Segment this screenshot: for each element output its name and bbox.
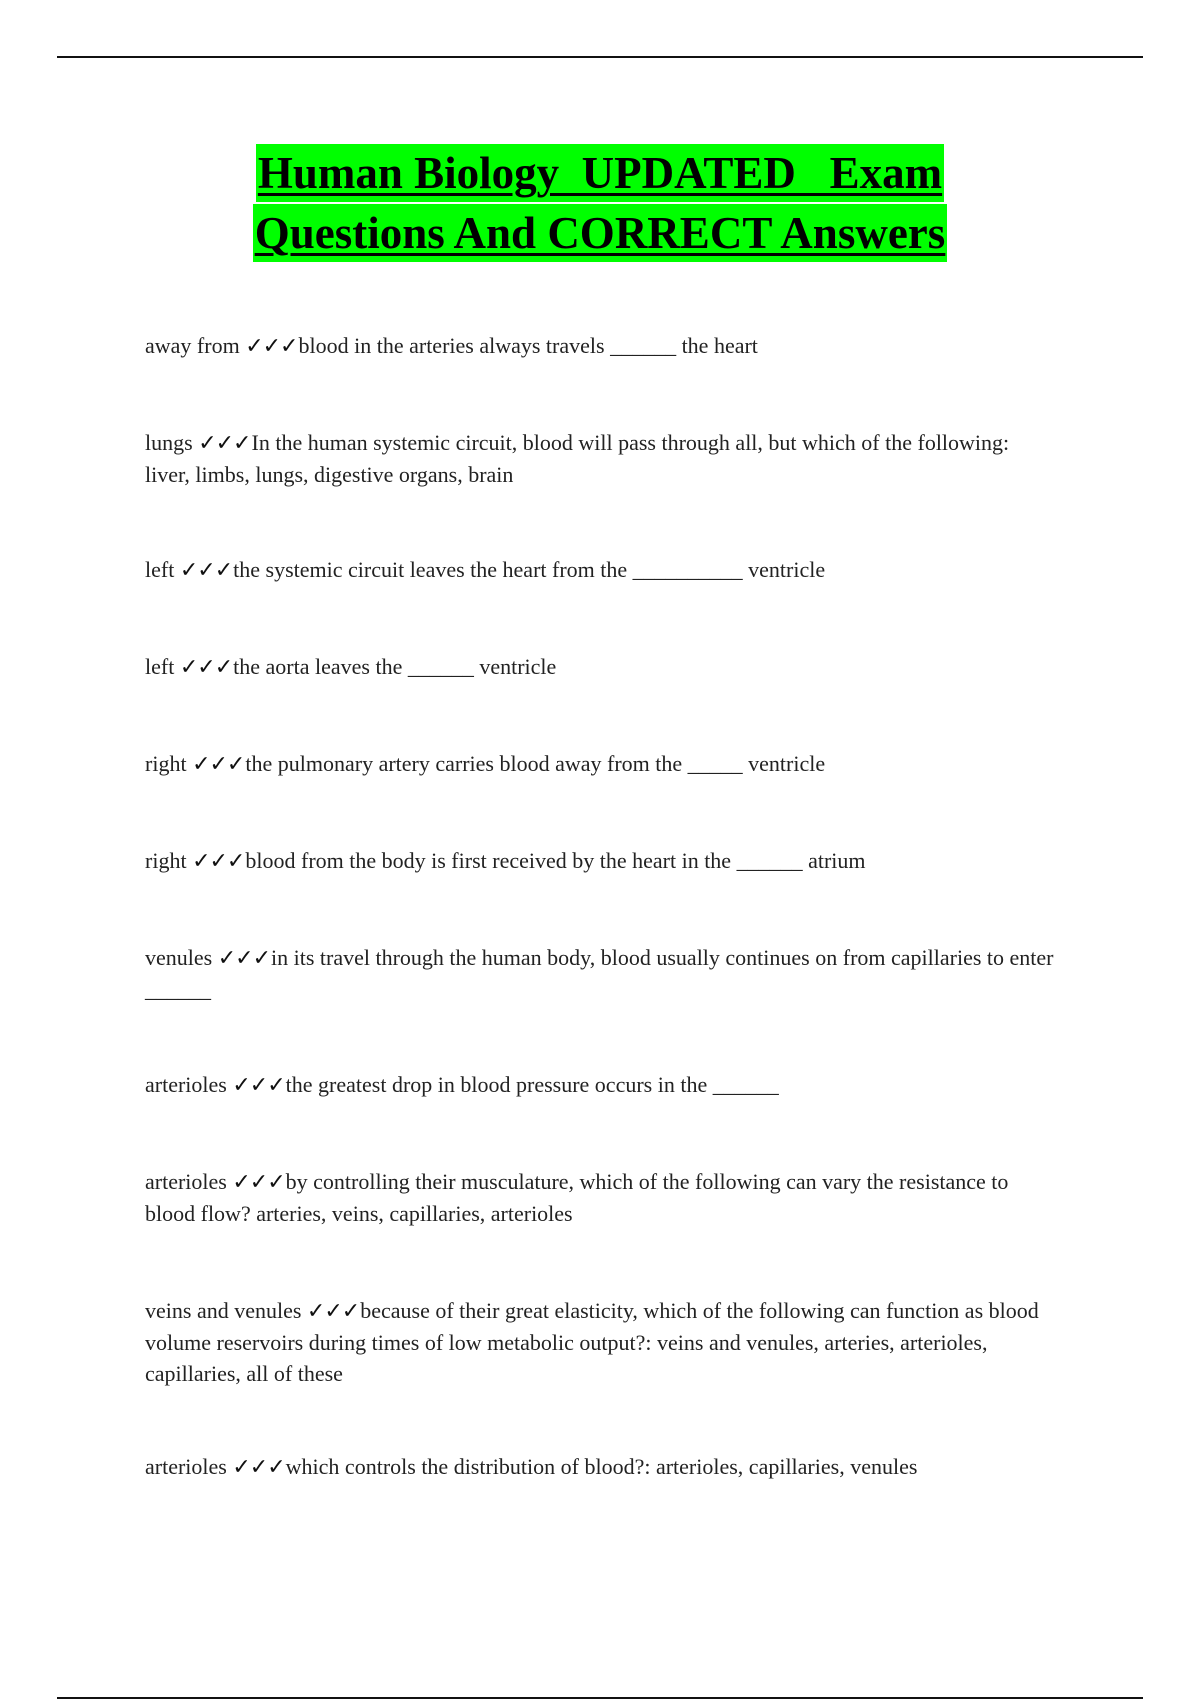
bottom-rule [57, 1697, 1143, 1699]
document-title [0, 144, 1200, 262]
triple-check-icon: ✓✓✓ [232, 1455, 285, 1480]
question-text: in its travel through the human body, blood usually continues on from capillaries to enter ______ [145, 945, 1054, 1002]
title-line-1: Human Biology UPDATED Exam [256, 144, 944, 202]
triple-check-icon: ✓✓✓ [217, 946, 271, 971]
triple-check-icon: ✓✓✓ [179, 558, 233, 583]
triple-check-icon: ✓✓✓ [192, 752, 245, 777]
question-text: In the human systemic circuit, blood will pass through all, but which of the following: liver, limbs, lungs, digestive organs, brain [145, 430, 1010, 487]
triple-check-icon: ✓✓✓ [198, 431, 251, 456]
question-text: because of their great elasticity, which of the following can function as blood volume reservoirs during times of low metabolic output?: veins and venules, arteries, arterioles, capillaries, all of these [145, 1298, 1039, 1386]
qa-item [145, 845, 1055, 877]
qa-item [145, 651, 1055, 683]
answer-text: away from [145, 333, 246, 358]
answer-text: venules [145, 945, 218, 970]
qa-item [145, 942, 1055, 1005]
triple-check-icon: ✓✓✓ [179, 655, 233, 680]
qa-item [145, 427, 1055, 490]
answer-text: veins and venules [145, 1298, 307, 1323]
qa-item [145, 1295, 1055, 1389]
answer-text: left [145, 654, 180, 679]
triple-check-icon: ✓✓✓ [245, 334, 298, 359]
triple-check-icon: ✓✓✓ [192, 849, 245, 874]
qa-item [145, 330, 1055, 362]
answer-text: right [145, 848, 193, 873]
answer-text: arterioles [145, 1072, 233, 1097]
question-text: the aorta leaves the ______ ventricle [233, 654, 557, 679]
qa-item [145, 1069, 1055, 1101]
answer-text: lungs [145, 430, 199, 455]
triple-check-icon: ✓✓✓ [232, 1073, 285, 1098]
qa-item [145, 748, 1055, 780]
qa-item [145, 1166, 1055, 1229]
answer-text: arterioles [145, 1169, 233, 1194]
top-rule [57, 56, 1143, 58]
question-text: by controlling their musculature, which of the following can vary the resistance to blood flow? arteries, veins, capillaries, arterioles [145, 1169, 1009, 1226]
question-text: blood from the body is first received by the heart in the ______ atrium [245, 848, 866, 873]
question-text: the greatest drop in blood pressure occurs in the ______ [285, 1072, 779, 1097]
answer-text: left [145, 557, 180, 582]
answer-text: arterioles [145, 1454, 233, 1479]
qa-item [145, 1451, 1055, 1483]
question-text: which controls the distribution of blood?: arterioles, capillaries, venules [285, 1454, 918, 1479]
triple-check-icon: ✓✓✓ [306, 1299, 360, 1324]
title-line-2: Questions And CORRECT Answers [253, 204, 948, 262]
triple-check-icon: ✓✓✓ [232, 1170, 285, 1195]
answer-text: right [145, 751, 193, 776]
question-text: the systemic circuit leaves the heart from the __________ ventricle [233, 557, 826, 582]
question-text: the pulmonary artery carries blood away from the _____ ventricle [245, 751, 826, 776]
question-text: blood in the arteries always travels ______ the heart [298, 333, 758, 358]
qa-item [145, 554, 1055, 586]
